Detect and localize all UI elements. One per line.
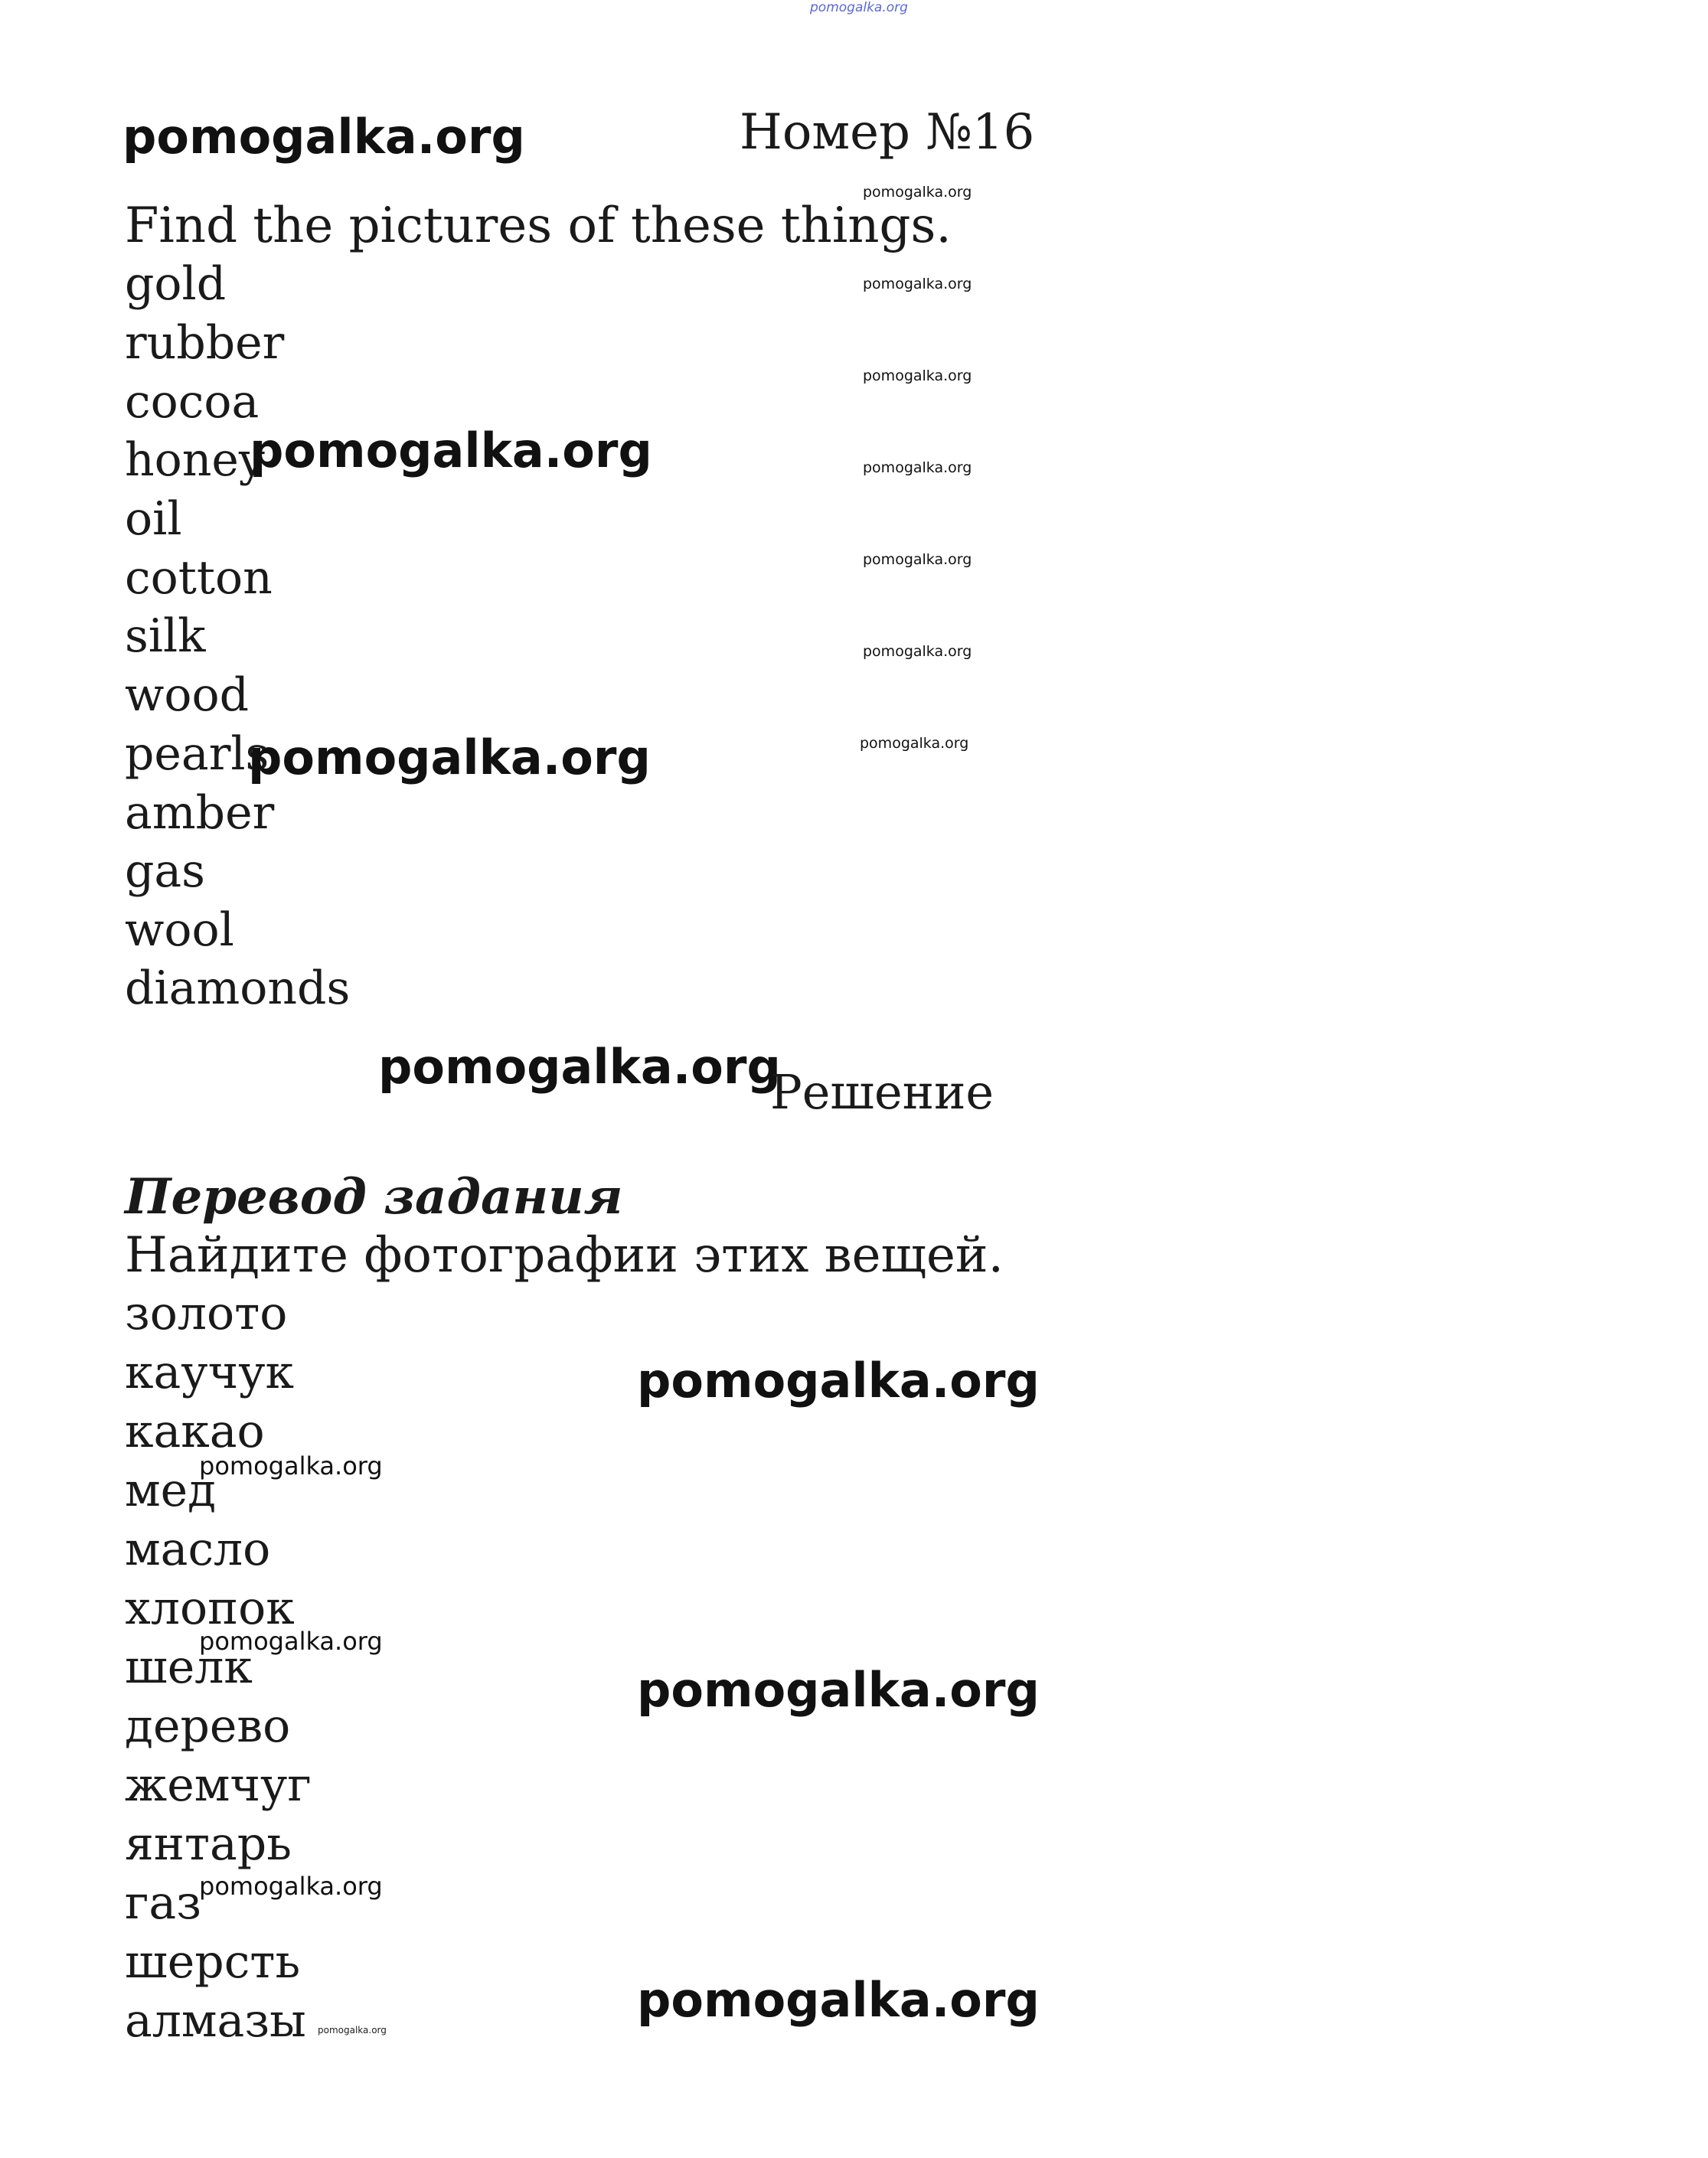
header-watermark: pomogalka.org	[122, 109, 525, 165]
translation-watermark-tiny: pomogalka.org	[318, 2025, 387, 2036]
word-item: diamonds	[125, 961, 351, 1015]
word-item: silk	[125, 609, 206, 663]
side-watermark: pomogalka.org	[863, 643, 972, 660]
translation-word: шелк	[125, 1641, 253, 1694]
side-watermark: pomogalka.org	[860, 735, 969, 752]
translation-watermark: pomogalka.org	[637, 1662, 1040, 1718]
translation-word: жемчуг	[125, 1758, 312, 1812]
task-instruction: Find the pictures of these things.	[125, 198, 952, 254]
translation-watermark-small: pomogalka.org	[199, 1872, 383, 1901]
translation-watermark: pomogalka.org	[637, 1972, 1040, 2028]
translation-word: хлопок	[125, 1582, 295, 1635]
word-item: gold	[125, 257, 227, 311]
translation-instruction: Найдите фотографии этих вещей.	[125, 1227, 1004, 1284]
translation-word: мед	[125, 1464, 217, 1517]
translation-word: алмазы	[125, 1994, 306, 2048]
translation-word: какао	[125, 1405, 265, 1458]
translation-heading: Перевод задания	[125, 1168, 623, 1226]
solution-watermark: pomogalka.org	[378, 1039, 781, 1095]
translation-word: золото	[125, 1287, 288, 1340]
word-item: wood	[125, 668, 250, 722]
top-watermark: pomogalka.org	[810, 0, 908, 15]
solution-label: Решение	[770, 1064, 994, 1120]
translation-watermark-small: pomogalka.org	[199, 1451, 383, 1481]
side-watermark: pomogalka.org	[863, 184, 972, 201]
inline-watermark: pomogalka.org	[250, 423, 652, 478]
translation-word: янтарь	[125, 1817, 292, 1871]
translation-word: газ	[125, 1876, 201, 1930]
translation-word: каучук	[125, 1346, 295, 1399]
page-title: Номер №16	[740, 104, 1035, 161]
word-item: wool	[125, 903, 234, 957]
word-item: honey	[125, 433, 265, 487]
side-watermark: pomogalka.org	[863, 276, 972, 292]
word-item: oil	[125, 492, 182, 546]
word-item: cocoa	[125, 375, 260, 429]
word-item: pearls	[125, 727, 269, 781]
side-watermark: pomogalka.org	[863, 459, 972, 476]
side-watermark: pomogalka.org	[863, 551, 972, 568]
word-item: cotton	[125, 551, 273, 605]
word-item: amber	[125, 786, 275, 840]
word-item: gas	[125, 844, 205, 898]
translation-word: дерево	[125, 1699, 291, 1753]
translation-word: масло	[125, 1523, 271, 1576]
translation-watermark-small: pomogalka.org	[199, 1627, 383, 1656]
translation-watermark: pomogalka.org	[637, 1353, 1040, 1409]
side-watermark: pomogalka.org	[863, 367, 972, 384]
inline-watermark: pomogalka.org	[248, 730, 651, 785]
translation-word: шерсть	[125, 1935, 301, 1989]
word-item: rubber	[125, 316, 285, 370]
